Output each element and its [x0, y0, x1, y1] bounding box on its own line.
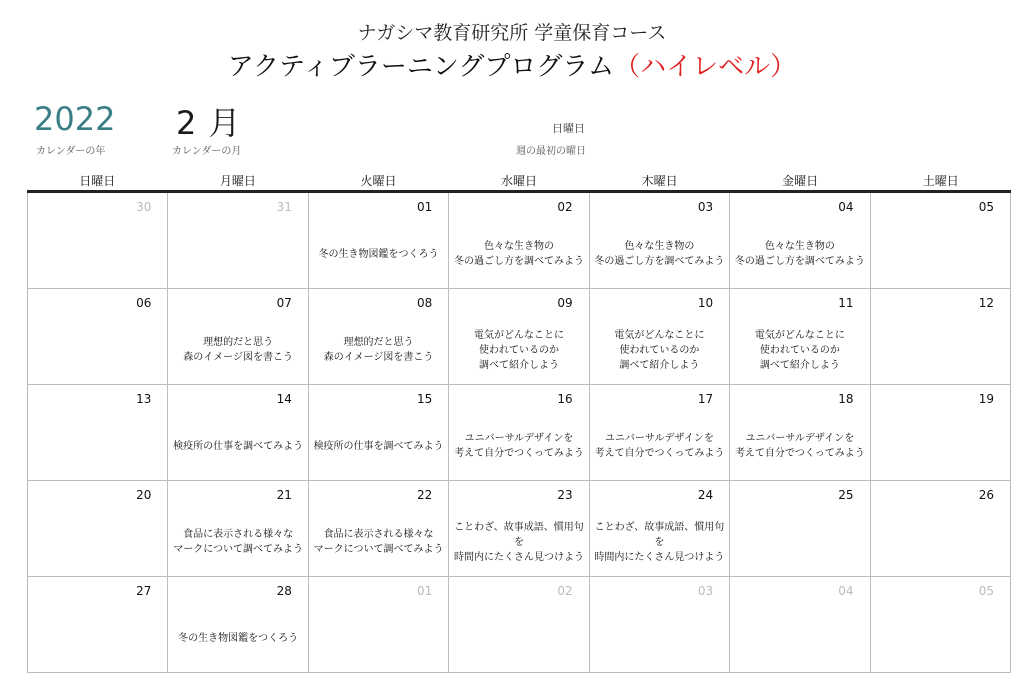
activity-text: ユニバーサルデザインを 考えて自分でつくってみよう	[594, 433, 725, 459]
calendar-day-cell	[590, 577, 730, 673]
calendar-day-cell	[871, 193, 1011, 289]
day-number: 06	[136, 296, 152, 310]
activity-text: 色々な生き物の 冬の過ごし方を調べてみよう	[594, 241, 725, 267]
calendar-day-cell	[871, 481, 1011, 577]
day-number: 03	[697, 584, 714, 598]
calendar-day-cell	[28, 193, 168, 289]
calendar-day-cell	[309, 289, 449, 385]
calendar-year-label: カレンダーの年	[36, 146, 106, 157]
calendar-day-cell	[28, 577, 168, 673]
calendar-month: 2 月	[176, 104, 242, 142]
day-number: 24	[697, 488, 714, 502]
day-number: 02	[557, 200, 573, 214]
day-number: 14	[276, 392, 292, 406]
day-number: 27	[136, 584, 152, 598]
weekday-header: 木曜日	[641, 174, 678, 188]
calendar-year: 2022	[34, 100, 116, 138]
calendar-day-cell	[309, 385, 449, 481]
activity-text: 理想的だと思う 森のイメージ図を書こう	[323, 337, 434, 363]
activity-text: 検疫所の仕事を調べてみよう	[173, 440, 304, 452]
activity-text: 冬の生き物図鑑をつくろう	[178, 632, 299, 644]
activity-text: 電気がどんなことに 使われているのか 調べて紹介しよう	[614, 329, 705, 371]
weekday-header: 金曜日	[782, 174, 819, 188]
day-number: 31	[276, 200, 292, 214]
calendar-day-cell	[449, 289, 589, 385]
week-start-day: 日曜日	[552, 122, 585, 135]
day-number: 15	[417, 392, 433, 406]
title-main: アクティブラーニングプログラム	[227, 52, 615, 82]
calendar-day-cell	[449, 577, 589, 673]
activity-text: ユニバーサルデザインを 考えて自分でつくってみよう	[734, 433, 865, 459]
activity-text: 食品に表示される様々な マークについて調べてみよう	[173, 529, 304, 555]
calendar-day-cell	[871, 577, 1011, 673]
day-number: 26	[978, 488, 994, 502]
calendar-day-cell	[590, 385, 730, 481]
activity-text: 食品に表示される様々な マークについて調べてみよう	[313, 529, 444, 555]
weekday-header: 火曜日	[360, 174, 397, 188]
day-number: 22	[417, 488, 433, 502]
day-number: 30	[136, 200, 152, 214]
weekday-header: 水曜日	[501, 174, 538, 188]
calendar-day-cell	[730, 289, 870, 385]
day-number: 25	[838, 488, 854, 502]
weekday-header: 月曜日	[219, 174, 256, 188]
title-highlight: （ハイレベル）	[614, 52, 797, 82]
calendar-day-cell	[871, 289, 1011, 385]
day-number: 16	[557, 392, 573, 406]
calendar-day-cell	[590, 289, 730, 385]
day-number: 02	[557, 584, 573, 598]
calendar-day-cell	[730, 577, 870, 673]
day-number: 08	[417, 296, 433, 310]
activity-text: 検疫所の仕事を調べてみよう	[313, 440, 444, 452]
day-number: 28	[276, 584, 292, 598]
day-number: 04	[838, 200, 854, 214]
weekday-header: 日曜日	[79, 174, 116, 188]
calendar-day-cell	[168, 481, 308, 577]
calendar-day-cell	[28, 289, 168, 385]
activity-text: 電気がどんなことに 使われているのか 調べて紹介しよう	[473, 329, 564, 371]
day-number: 05	[978, 584, 994, 598]
calendar-day-cell	[309, 193, 449, 289]
day-number: 17	[697, 392, 714, 406]
day-number: 01	[417, 584, 433, 598]
day-number: 09	[557, 296, 573, 310]
weekday-header: 土曜日	[922, 174, 959, 188]
calendar-day-cell	[309, 481, 449, 577]
day-number: 10	[697, 296, 714, 310]
day-number: 11	[838, 296, 854, 310]
calendar-grid	[27, 193, 1011, 673]
calendar-day-cell	[168, 193, 308, 289]
calendar-day-cell	[590, 481, 730, 577]
calendar-day-cell	[730, 193, 870, 289]
calendar-day-cell	[730, 385, 870, 481]
day-number: 19	[978, 392, 994, 406]
activity-text: 理想的だと思う 森のイメージ図を書こう	[183, 337, 293, 363]
day-number: 21	[276, 488, 292, 502]
day-number: 20	[136, 488, 152, 502]
day-number: 18	[838, 392, 854, 406]
page-title	[0, 46, 1024, 83]
day-number: 03	[697, 200, 714, 214]
day-number: 01	[417, 200, 433, 214]
activity-text: 冬の生き物図鑑をつくろう	[318, 248, 439, 260]
calendar-day-cell	[168, 289, 308, 385]
calendar	[27, 172, 1011, 673]
calendar-day-cell	[28, 385, 168, 481]
calendar-day-cell	[871, 385, 1011, 481]
day-number: 05	[978, 200, 994, 214]
day-number: 23	[557, 488, 573, 502]
activity-text: ことわざ、故事成語、慣用句を 時間内にたくさん見つけよう	[453, 521, 584, 563]
calendar-day-cell	[449, 193, 589, 289]
day-number: 12	[978, 296, 994, 310]
week-start-day-label: 週の最初の曜日	[516, 146, 586, 157]
calendar-day-cell	[449, 481, 589, 577]
calendar-day-cell	[449, 385, 589, 481]
activity-text: 電気がどんなことに 使われているのか 調べて紹介しよう	[754, 329, 845, 371]
calendar-day-cell	[730, 481, 870, 577]
calendar-month-label: カレンダーの月	[172, 146, 242, 157]
weekday-header-row	[27, 172, 1011, 193]
activity-text: 色々な生き物の 冬の過ごし方を調べてみよう	[734, 241, 865, 267]
day-number: 13	[136, 392, 152, 406]
day-number: 04	[838, 584, 854, 598]
calendar-day-cell	[28, 481, 168, 577]
calendar-day-cell	[168, 385, 308, 481]
activity-text: 色々な生き物の 冬の過ごし方を調べてみよう	[453, 241, 584, 267]
calendar-day-cell	[309, 577, 449, 673]
organization-subtitle: ナガシマ教育研究所 学童保育コース	[357, 22, 667, 44]
activity-text: ことわざ、故事成語、慣用句を 時間内にたくさん見つけよう	[594, 521, 725, 563]
calendar-day-cell	[590, 193, 730, 289]
activity-text: ユニバーサルデザインを 考えて自分でつくってみよう	[454, 433, 584, 459]
calendar-day-cell	[168, 577, 308, 673]
day-number: 07	[276, 296, 292, 310]
